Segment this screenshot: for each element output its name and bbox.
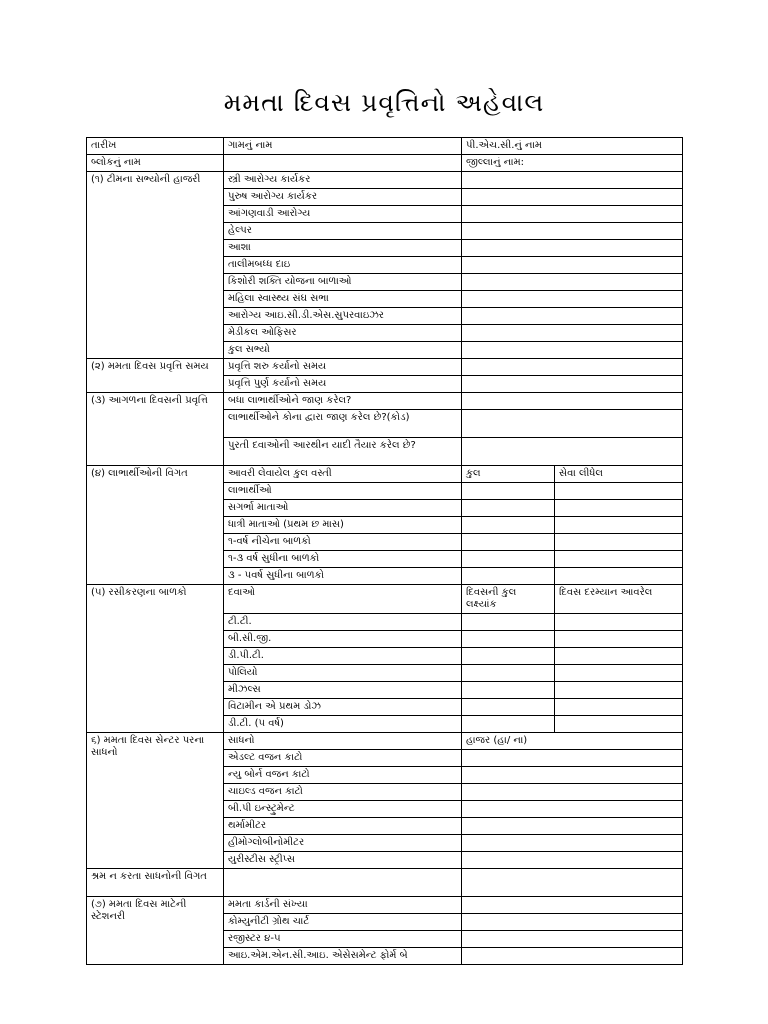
value-cell [462,500,555,517]
row-label: રજીસ્ટર ૪-૫ [224,931,462,948]
row-label: ટી.ટી. [224,614,462,631]
row-label: પોલિયો [224,665,462,682]
value-cell [462,801,683,818]
row-label: પ્રવૃત્તિ શરુ કર્યાનો સમય [224,359,462,376]
value-cell [462,767,683,784]
value-cell [462,568,555,585]
row-label: વિટામીન એ પ્રથમ ડોઝ [224,699,462,716]
value-cell [555,631,683,648]
table-row [87,466,683,483]
vaccination-header: દવાઓ [224,585,462,614]
beneficiaries-header: આવરી લેવાયેલ કુલ વસ્તી [224,466,462,483]
row-label: ડી.પી.ટી. [224,648,462,665]
row-label: લાભાર્થીઓને કોના દ્વારા જાણ કરેલ છે?(કોડ) [224,410,462,438]
row-label: સ્ત્રી આરોગ્ય કાર્યકર [224,172,462,189]
value-cell [555,517,683,534]
col-served-header: સેવા લીધેલ [555,466,683,483]
value-cell [462,869,683,897]
phc-label: પી.એચ.સી.નું નામ [462,138,683,155]
block-value [224,155,462,172]
row-label: સગર્ભા માતાઓ [224,500,462,517]
row-label: યુરીસ્ટીસ સ્ટ્રીપ્સ [224,852,462,869]
value-cell [462,308,683,325]
row-label: ચાઇલ્ડ વજન કાટો [224,784,462,801]
value-cell [462,274,683,291]
section-stationery-label: (૭) મમતા દિવસ માટેની સ્ટેશનરી [87,897,224,965]
row-label: હેલ્પર [224,223,462,240]
value-cell [462,818,683,835]
table-row [87,359,683,376]
section-time-label: (૨) મમતા દિવસ પ્રવૃત્તિ સમય [87,359,224,393]
value-cell [462,189,683,206]
district-label: જીલ્લાનું નામ: [462,155,683,172]
row-label: ૧-૩ વર્ષ સુધીના બાળકો [224,551,462,568]
value-cell [462,291,683,308]
equipment-header: સાધનો [224,733,462,750]
value-cell [462,897,683,914]
value-cell [462,376,683,393]
value-cell [462,835,683,852]
block-label: બ્લોકનું નામ [87,155,224,172]
row-label: હીમોગ્લોબીનોમીટર [224,835,462,852]
value-cell [462,438,683,466]
col-total-header: કુલ [462,466,555,483]
table-row [87,585,683,614]
value-cell [555,665,683,682]
row-label: કોમ્યુનીટી ગ્રોથ ચાર્ટ [224,914,462,931]
row-label: ધાત્રી માતાઓ (પ્રથમ છ માસ) [224,517,462,534]
value-cell [462,699,555,716]
table-row [87,393,683,410]
value-cell [462,410,683,438]
value-cell [555,534,683,551]
value-cell [462,665,555,682]
value-cell [555,648,683,665]
header-row-date [87,138,683,155]
table-row [87,733,683,750]
value-cell [462,716,555,733]
value-cell [462,206,683,223]
row-label: લાભાર્થીઓ [224,483,462,500]
value-cell [555,483,683,500]
value-cell [462,914,683,931]
row-label: પુરતી દવાઓની આરથીન યાદી તૈયાર કરેલ છે? [224,438,462,466]
section-equipment-label: ૬) મમતા દિવસ સેન્ટર પરના સાધનો [87,733,224,869]
table-row [87,869,683,897]
value-cell [555,716,683,733]
value-cell [462,648,555,665]
table-row [87,897,683,914]
row-label: મહિલા સ્વાસ્થ્ય સંઘ સભા [224,291,462,308]
value-cell [555,682,683,699]
row-label: ડી.ટી. (૫ વર્ષ) [224,716,462,733]
col-present-header: હાજર (હા/ ના) [462,733,683,750]
value-cell [555,500,683,517]
row-label: પુરુષ આરોગ્ય કાર્યકર [224,189,462,206]
row-label: મેડીકલ ઓફિસર [224,325,462,342]
date-label: તારીખ [87,138,224,155]
value-cell [462,614,555,631]
row-label: પ્રવૃત્તિ પુર્ણ કર્યાનો સમય [224,376,462,393]
col-covered-header: દિવસ દરમ્યાન આવરેલ [555,585,683,614]
table-row [87,172,683,189]
row-label: આંગણવાડી આરોગ્ય [224,206,462,223]
value-cell [555,614,683,631]
row-label: બધા લાભાર્થીઓને જાણ કરેલ? [224,393,462,410]
row-label: આરોગ્ય આઇ.સી.ડી.એસ.સુપરવાઇઝર [224,308,462,325]
row-label: થર્મામીટર [224,818,462,835]
row-label: એડલ્ટ વજન કાટો [224,750,462,767]
row-label: કુલ સભ્યો [224,342,462,359]
value-cell [462,517,555,534]
header-row-block [87,155,683,172]
value-cell [224,869,462,897]
value-cell [462,483,555,500]
value-cell [462,223,683,240]
row-label: ૧-વર્ષ નીચેના બાળકો [224,534,462,551]
value-cell [462,342,683,359]
value-cell [462,359,683,376]
value-cell [462,631,555,648]
section-prev-day-label: (૩) આગળના દિવસની પ્રવૃત્તિ [87,393,224,466]
section-team-label: (૧) ટીમના સભ્યોની હાજરી [87,172,224,359]
page-title: મમતા દિવસ પ્રવૃત્તિનો અહેવાલ [223,88,545,117]
report-table [86,137,683,965]
value-cell [462,534,555,551]
value-cell [555,568,683,585]
value-cell [462,784,683,801]
value-cell [555,699,683,716]
row-label: કિશોરી શક્તિ યોજના બાળાઓ [224,274,462,291]
value-cell [462,551,555,568]
value-cell [462,325,683,342]
row-label: મીઝલ્સ [224,682,462,699]
row-label: બી.પી ઇન્સ્ટ્રુમેન્ટ [224,801,462,818]
section-beneficiaries-label: (૪) લાભાર્થીઓની વિગત [87,466,224,585]
row-label: બી.સી.જી. [224,631,462,648]
section-vaccination-label: (૫) રસીકરણના બાળકો [87,585,224,733]
section-broken-label: શ્રમ ન કરતા સાધનોની વિગત [87,869,224,897]
value-cell [462,682,555,699]
village-label: ગામનું નામ [224,138,462,155]
value-cell [462,750,683,767]
row-label: આશા [224,240,462,257]
row-label: તાલીમબધ્ધ દાઇ [224,257,462,274]
row-label: ન્યુ બોર્ન વજન કાટો [224,767,462,784]
value-cell [462,393,683,410]
col-target-header: દિવસની કુલ લક્ષ્યાંક [462,585,555,614]
value-cell [462,172,683,189]
value-cell [462,240,683,257]
value-cell [462,257,683,274]
row-label: આઇ.એમ.એન.સી.આઇ. એસેસમેન્ટ ફોર્મ બે [224,948,462,965]
value-cell [555,551,683,568]
row-label: મમતા કાર્ડની સંખ્યા [224,897,462,914]
value-cell [462,948,683,965]
value-cell [462,931,683,948]
value-cell [462,852,683,869]
row-label: ૩ - ૫વર્ષ સુધીના બાળકો [224,568,462,585]
